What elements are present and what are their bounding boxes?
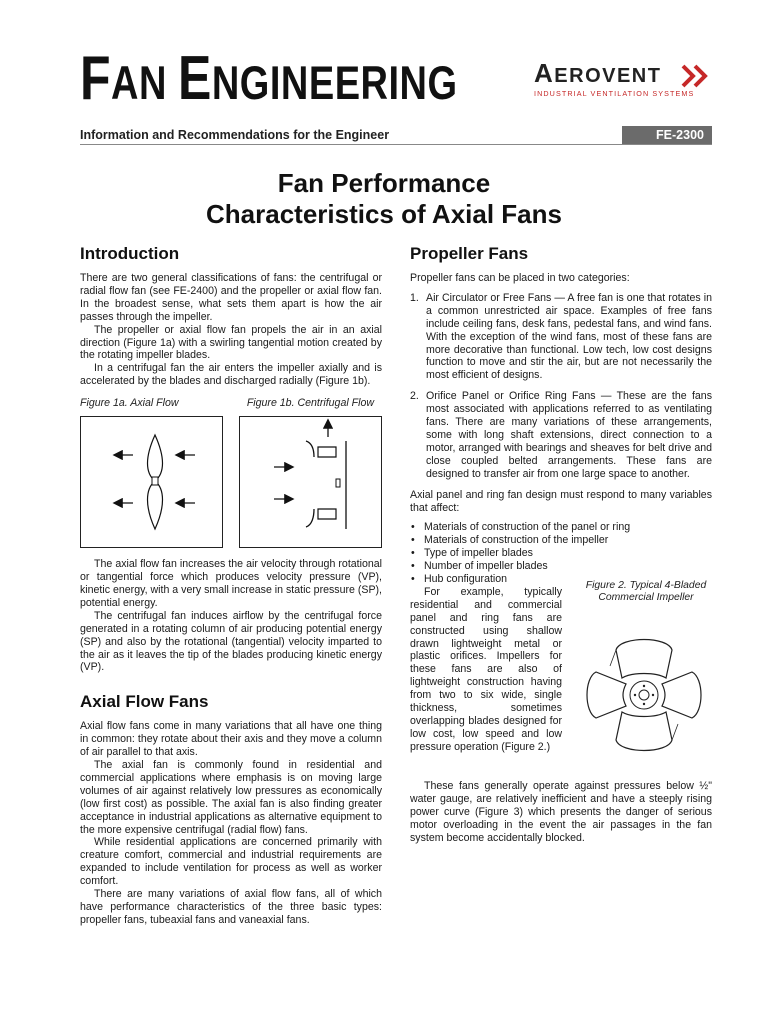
- list-item: [410, 390, 712, 480]
- list-text: Type of impeller blades: [424, 547, 533, 560]
- centrifugal-flow-diagram: [240, 417, 381, 547]
- intro-paragraph-2: The propeller or axial flow fan propels the air in an axial direction (Figure 1a) with a swirling tangential motion created by the rotating impeller blades.: [80, 323, 382, 362]
- pressure-paragraph: These fans generally operate against pressures below ½" water gauge, are relatively inefficient and have a steeply rising power curve (Figure 3) which presents the danger of serious motor overloading in the event the air passages in the fan system become accidentally blocked.: [410, 779, 712, 844]
- axial-paragraph-3: While residential applications are concerned primarily with creature comfort, commercial and industrial requirements are expanded to include ventilation for process as well as worker comfort.: [80, 836, 382, 888]
- logo-tagline: INDUSTRIAL VENTILATION SYSTEMS: [534, 89, 695, 98]
- list-number: 1.: [410, 291, 419, 304]
- axial-paragraph-4: There are many variations of axial flow fans, all of which have performance characteristics of the three basic types: propeller fans, tubeaxial fans and vaneaxial fans.: [80, 888, 382, 926]
- list-text: Orifice Panel or Orifice Ring Fans — These are the fans most associated with applications referred to as ventilating fans. There are many variations of these arrangements, some with long shaft extensions, direct connection to a motor, arranged with bearings and sheaves for belt drive and close coupled belted arrangements. These fans are designed to transfer air from one large space to another.: [426, 390, 712, 480]
- list-number: 2.: [410, 390, 419, 403]
- logo-name-rest: EROVENT: [554, 65, 662, 87]
- title-initial-e: E: [178, 42, 212, 113]
- fan-categories-list: [410, 292, 712, 481]
- figure-1b-caption: Figure 1b. Centrifugal Flow: [246, 397, 374, 410]
- bullet-icon: •: [411, 547, 415, 560]
- figure-1-captions: [80, 397, 382, 409]
- bullet-icon: •: [411, 521, 415, 534]
- info-bar: [80, 127, 712, 145]
- list-text: Number of impeller blades: [424, 560, 548, 573]
- example-paragraph: For example, typically residential and commercial panel and ring fans are constructed using shallow drawn lightweight metal or plastic orifices. Impellers for these fans are also of lightweight construction having from two to six wide, single thickness, sometimes overlapping blades designed for low cost, low speed and low pressure operation (Figure 2.): [410, 585, 562, 753]
- left-column: [80, 244, 382, 927]
- paragraph-centrifugal-force: The centrifugal fan induces airflow by the centrifugal force generated in a rotating column of air producing potential energy (SP) and also by the rotational (tangential) velocity imparted to the air as it leaves the tip of the blades producing kinetic energy (VP).: [80, 609, 382, 674]
- masthead: [80, 42, 458, 113]
- axial-flow-fans-heading: Axial Flow Fans: [80, 692, 209, 712]
- list-text: Materials of construction of the impeller: [424, 534, 609, 547]
- chevron-right-icon: [679, 64, 713, 88]
- list-item: [410, 534, 712, 547]
- figure-1b-centrifugal-flow: [239, 416, 382, 548]
- list-text: Air Circulator or Free Fans — A free fan is one that rotates in a common unrestricted air space. Examples of free fans include ceiling fans, desk fans, pedestal fans, and wind fans. With the exception of the wind fans, most of these fans are more decorative than functional. Low tech, low cost designs function to move and stir the air, but are not necessarily the most efficient of designs.: [426, 291, 712, 382]
- list-item: [410, 547, 712, 560]
- list-item: [410, 292, 712, 382]
- title-line-1: Fan Performance: [277, 168, 491, 198]
- bullet-icon: •: [411, 560, 415, 573]
- list-item: [410, 560, 712, 573]
- bullet-icon: •: [411, 573, 415, 586]
- title-initial-f: F: [80, 42, 112, 113]
- propeller-fans-heading: Propeller Fans: [410, 244, 529, 263]
- document-title: [0, 168, 768, 230]
- paragraph-axial-velocity: The axial flow fan increases the air velocity through rotational or tangential force which produces velocity pressure (VP), kinetic energy, with a very small increase in static pressure (SP), potential energy.: [80, 558, 382, 609]
- axial-flow-diagram: [81, 417, 222, 547]
- intro-paragraph-3: In a centrifugal fan the air enters the impeller axially and is accelerated by the blades and discharged radially (Figure 1b).: [80, 362, 382, 388]
- list-item: [410, 521, 712, 534]
- title-rest-ngineering: NGINEERING: [211, 57, 458, 110]
- figure-1a-caption: Figure 1a. Axial Flow: [80, 397, 179, 410]
- title-rest-an: AN: [111, 57, 167, 110]
- logo-initial: A: [534, 58, 555, 88]
- figure-2-caption: Figure 2. Typical 4-Bladed Commercial Impeller: [585, 579, 707, 604]
- variables-intro: Axial panel and ring fan design must respond to many variables that affect:: [410, 488, 712, 514]
- introduction-heading: Introduction: [80, 244, 180, 263]
- axial-paragraph-1: Axial flow fans come in many variations that all have one thing in common: they rotate about their axis and they move a column of air parallel to that axis.: [80, 720, 382, 759]
- bullet-icon: •: [411, 534, 415, 547]
- figure-1-row: [80, 416, 382, 548]
- variables-list: [410, 521, 712, 586]
- figure-1a-axial-flow: [80, 416, 223, 548]
- right-column: [410, 244, 712, 844]
- four-blade-impeller-icon: [586, 632, 702, 758]
- document-code: FE-2300: [622, 126, 712, 144]
- axial-paragraph-2: The axial fan is commonly found in residential and commercial applications where emphasis is on moving large volumes of air against relatively low pressures as economically (low first cost) as possible. The axial fan is also finding greater acceptance in industrial applications as alternative equipment to the more expensive centrifugal (radial flow) fans.: [80, 759, 382, 836]
- list-text: Materials of construction of the panel or ring: [424, 521, 631, 534]
- title-line-2: Characteristics of Axial Fans: [206, 199, 562, 229]
- masthead-title: [80, 42, 458, 113]
- aerovent-logo: [534, 58, 714, 102]
- list-text: Hub configuration: [424, 573, 508, 586]
- intro-paragraph-1: There are two general classifications of fans: the centrifugal or radial flow fan (see FE-2400) and the propeller or axial flow fan. In the broadest sense, what sets them apart is how the air passes through the impeller.: [80, 272, 382, 323]
- propeller-intro: Propeller fans can be placed in two categories:: [410, 272, 630, 284]
- info-bar-text: Information and Recommendations for the Engineer: [80, 128, 390, 142]
